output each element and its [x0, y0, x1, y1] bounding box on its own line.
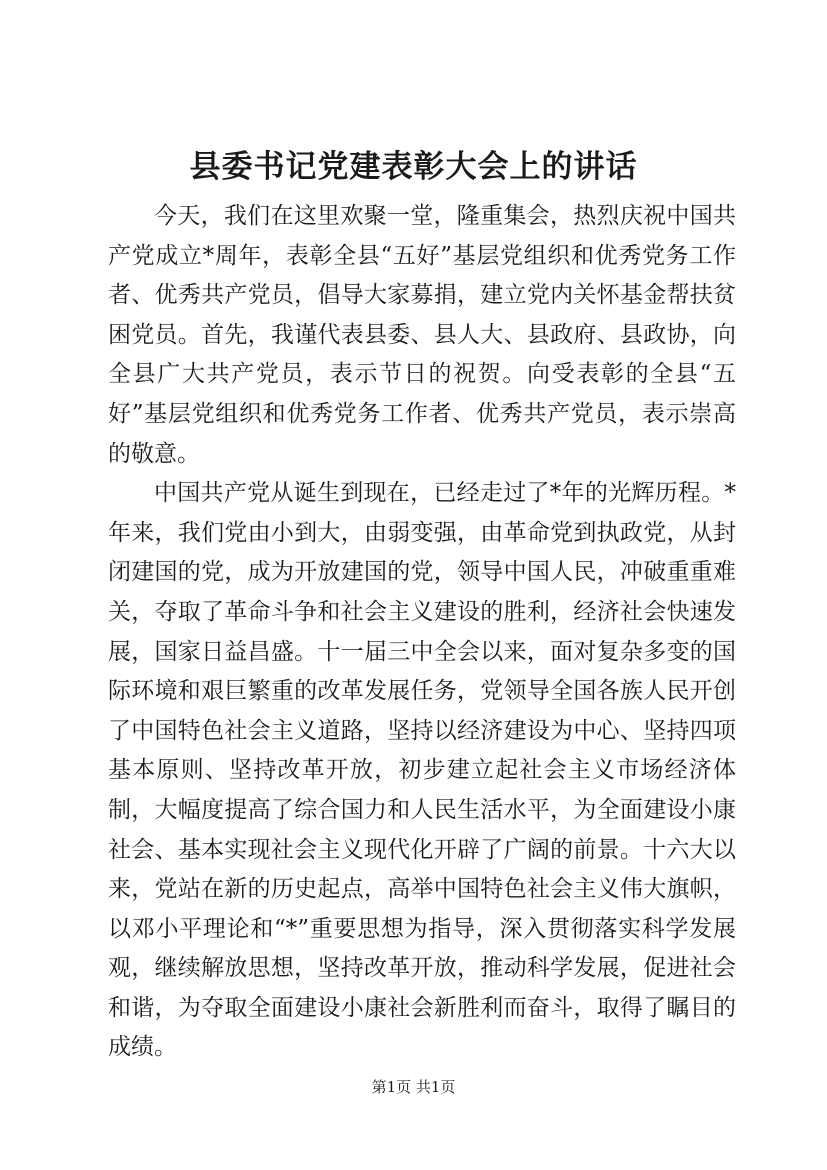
paragraph-2: 中国共产党从诞生到现在，已经走过了*年的光辉历程。*年来，我们党由小到大，由弱变强，由革命党到执政党，从封闭建国的党，成为开放建国的党，领导中国人民，冲破重重难关，夺取了革命斗争和社会主义建设的胜利，经济社会快速发展，国家日益昌盛。十一届三中全会以来，面对复杂多变的国际环境和艰巨繁重的改革发展任务，党领导全国各族人民开创了中国特色社会主义道路，坚持以经济建设为中心、坚持四项基本原则、坚持改革开放，初步建立起社会主义市场经济体制，大幅度提高了综合国力和人民生活水平，为全面建设小康社会、基本实现社会主义现代化开辟了广阔的前景。十六大以来，党站在新的历史起点，高举中国特色社会主义伟大旗帜，以邓小平理论和“*”重要思想为指导，深入贯彻落实科学发展观，继续解放思想，坚持改革开放，推动科学发展，促进社会和谐，为夺取全面建设小康社会新胜利而奋斗，取得了瞩目的成绩。: [108, 480, 736, 1061]
document-body: [108, 197, 736, 1068]
document-title: 县委书记党建表彰大会上的讲话: [189, 149, 638, 185]
page-number-footer: 第1页 共1页: [371, 1078, 456, 1096]
paragraph-1: 今天，我们在这里欢聚一堂，隆重集会，热烈庆祝中国共产党成立*周年，表彰全县“五好”基层党组织和优秀党务工作者、优秀共产党员，倡导大家募捐，建立党内关怀基金帮扶贫困党员。首先，我谨代表县委、县人大、县政府、县政协，向全县广大共产党员，表示节日的祝贺。向受表彰的全县“五好”基层党组织和优秀党务工作者、优秀共产党员，表示崇高的敬意。: [108, 203, 736, 467]
